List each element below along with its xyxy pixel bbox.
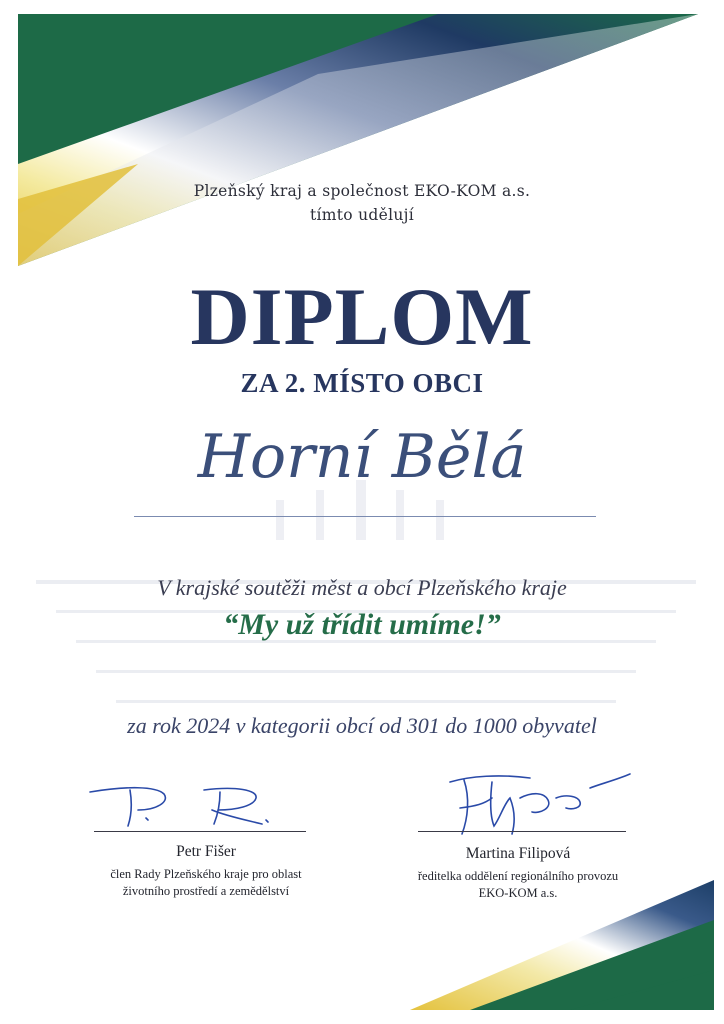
award-placement: ZA 2. MÍSTO OBCI	[240, 368, 484, 398]
signatory-name-left: Petr Fišer	[176, 843, 236, 860]
competition-text: V krajské soutěži měst a obcí Plzeňského kraje	[157, 575, 567, 600]
signatory-title-right-2: EKO-KOM a.s.	[478, 886, 558, 900]
signatory-title-left-1: člen Rady Plzeňského kraje pro oblast	[110, 867, 302, 881]
signature-line-left	[94, 831, 306, 832]
competition-motto: “My už třídit umíme!”	[223, 608, 501, 641]
signatory-name-right: Martina Filipová	[465, 845, 571, 862]
issuer-line: Plzeňský kraj a společnost EKO-KOM a.s.	[193, 182, 531, 200]
year-category-text: za rok 2024 v kategorii obcí od 301 do 1000 obyvatel	[127, 713, 597, 738]
signature-line-right	[418, 831, 626, 832]
diploma-title: DIPLOM	[190, 271, 534, 362]
signatory-title-right-1: ředitelka oddělení regionálního provozu	[417, 869, 619, 883]
decorative-corner-bottom	[410, 880, 714, 1010]
issuer-subline: tímto udělují	[309, 206, 415, 224]
signatory-title-left-2: životního prostředí a zemědělství	[122, 884, 290, 898]
signature-left	[86, 780, 286, 832]
signature-right	[440, 768, 640, 840]
decorative-corner-top	[18, 14, 698, 266]
municipality-name: Horní Bělá	[197, 422, 527, 492]
municipality-underline	[134, 516, 596, 517]
